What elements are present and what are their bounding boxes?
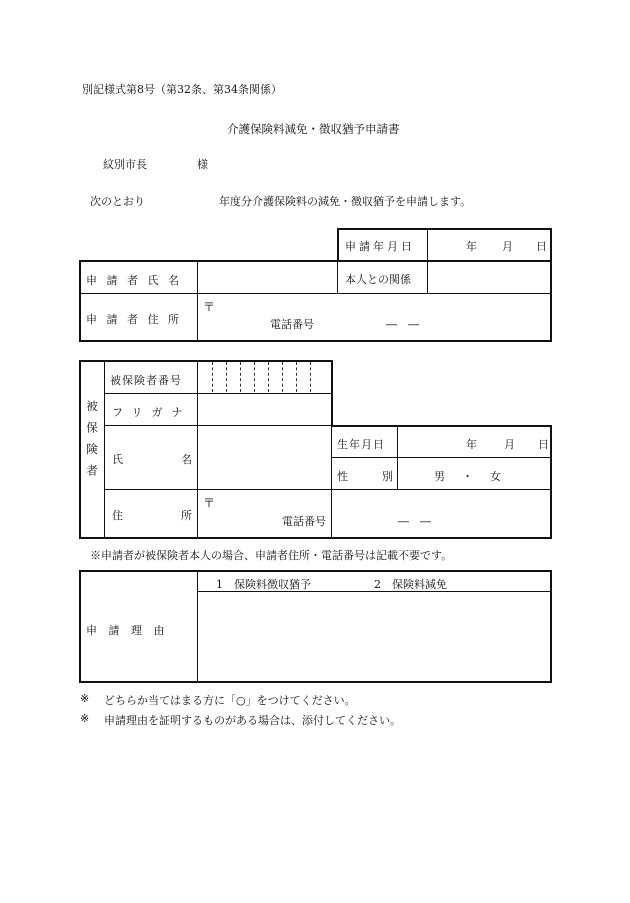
reason-option-deferral[interactable]: 1 保険料徴収猶予 <box>216 578 311 591</box>
reason-option-reduction[interactable]: 2 保険料減免 <box>374 578 447 591</box>
reason-label: 申 請 理 由 <box>86 624 169 637</box>
intro-prefix: 次のとおり <box>90 195 145 208</box>
phone-label: 電話番号 <box>270 318 314 331</box>
date-day-label: 日 <box>536 240 547 253</box>
form-title: 介護保険料減免・徴収猶予申請書 <box>227 122 400 136</box>
birth-day-label: 日 <box>538 438 549 451</box>
phone-separators: ― ― <box>386 318 419 331</box>
relation-label: 本人との関係 <box>345 273 411 286</box>
applicant-name-field[interactable] <box>200 263 334 291</box>
phone-separators: ― ― <box>398 515 431 528</box>
relation-field[interactable] <box>430 263 548 291</box>
date-year-label: 年 <box>466 240 477 253</box>
insured-name-label: 氏 名 <box>112 453 204 466</box>
insured-group-label: 被保険者 <box>85 400 99 486</box>
footnote-circle-instruction: どちらか当てはまる方に「○」をつけてください。 <box>104 694 356 707</box>
birth-year-label: 年 <box>466 438 477 451</box>
form-number: 別記様式第8号（第32条、第34条関係） <box>82 83 282 96</box>
insured-name-field[interactable] <box>200 428 328 487</box>
insured-number-field[interactable] <box>200 363 328 391</box>
footnote-mark: ※ <box>80 712 90 725</box>
addressee-honorific: 様 <box>197 158 208 171</box>
reason-detail-field[interactable] <box>200 594 548 680</box>
fiscal-year-field[interactable] <box>190 191 214 207</box>
application-date-label: 申請年月日 <box>345 240 415 253</box>
postal-mark: 〒 <box>203 300 216 314</box>
furigana-label: フリガナ <box>112 406 192 419</box>
birthdate-field[interactable] <box>400 428 548 455</box>
footnote-attachment-instruction: 申請理由を証明するものがある場合は、添付してください。 <box>104 714 401 727</box>
footnote-mark: ※ <box>80 692 90 705</box>
applicant-address-field[interactable] <box>200 296 548 338</box>
insured-address-label: 住 所 <box>112 509 204 522</box>
insured-address-field[interactable] <box>200 492 548 535</box>
birth-month-label: 月 <box>504 438 515 451</box>
applicant-note: ※申請者が被保険者本人の場合、申請者住所・電話番号は記載不要です。 <box>90 549 453 562</box>
application-date-field[interactable] <box>430 230 548 258</box>
postal-mark: 〒 <box>203 496 216 510</box>
applicant-name-label: 申 請 者 氏 名 <box>86 274 182 287</box>
furigana-field[interactable] <box>200 396 328 423</box>
phone-label: 電話番号 <box>282 515 326 528</box>
sex-label: 性 別 <box>337 470 397 483</box>
addressee-city: 紋別市長 <box>103 158 147 171</box>
sex-field[interactable] <box>400 460 548 487</box>
date-month-label: 月 <box>502 240 513 253</box>
insured-number-label: 被保険者番号 <box>110 374 182 387</box>
applicant-address-label: 申 請 者 住 所 <box>86 313 182 326</box>
birthdate-label: 生年月日 <box>337 438 385 451</box>
intro-suffix: 年度分介護保険料の減免・徴収猶予を申請します。 <box>219 195 472 208</box>
sex-options: 男 ・ 女 <box>434 470 504 483</box>
